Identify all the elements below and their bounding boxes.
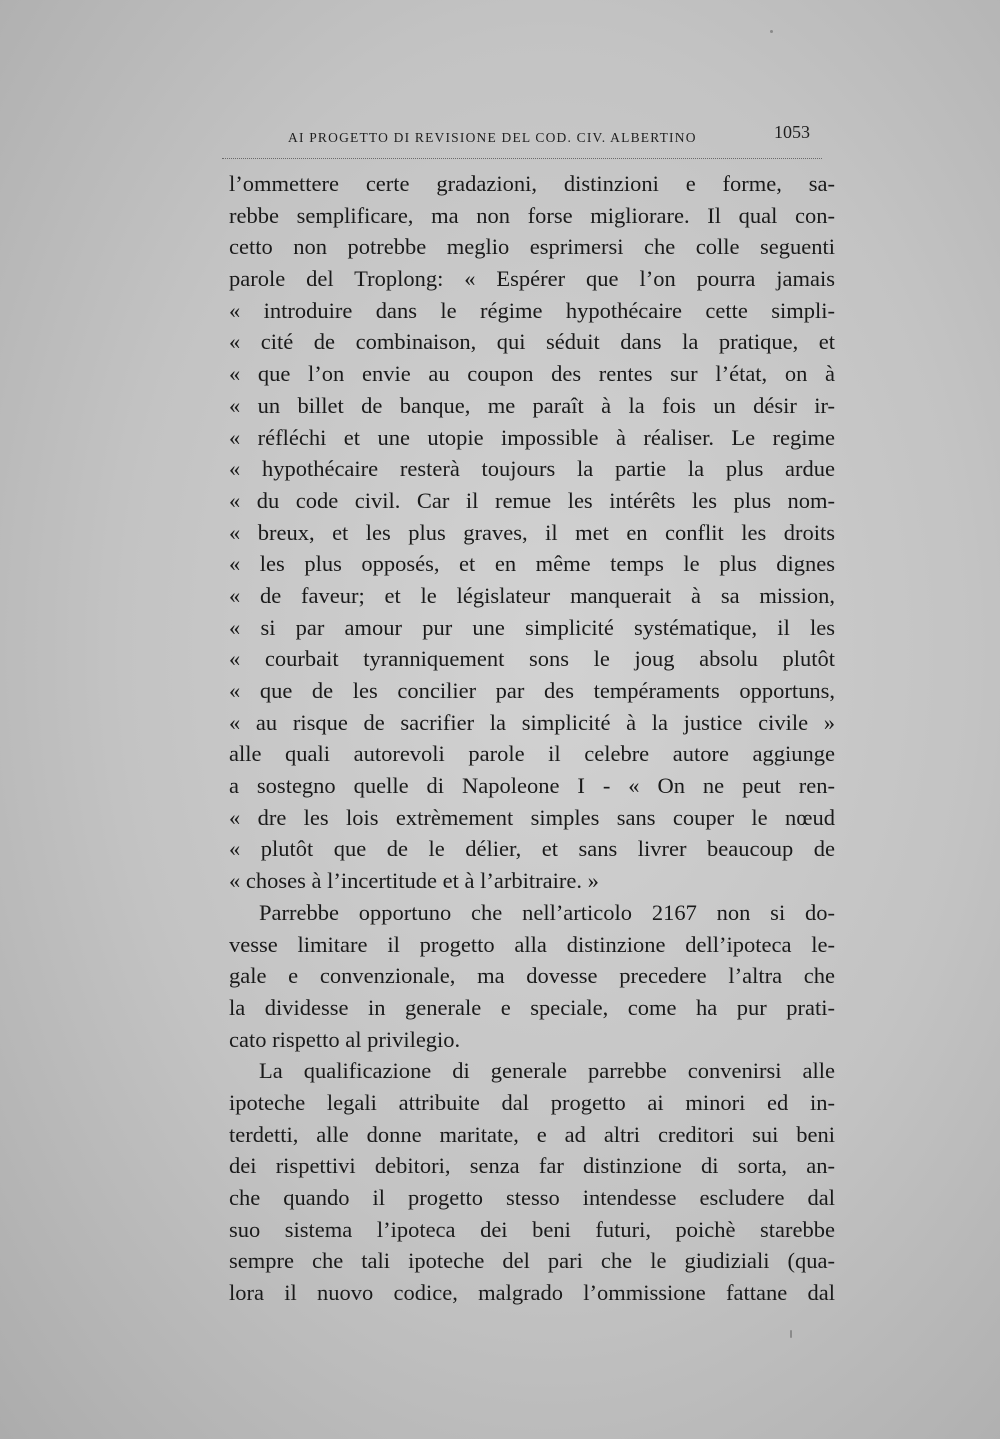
paragraph-first-line: Parrebbe opportuno che nell’articolo 2167 non si do- — [259, 899, 835, 925]
paper-speck — [790, 1330, 792, 1338]
text-line: « plutôt que de le délier, et sans livrer beaucoup de — [229, 836, 835, 862]
text-line: « breux, et les plus graves, il met en conflit les droits — [229, 519, 835, 545]
text-line: « un billet de banque, me paraît à la fois un désir ir- — [229, 392, 835, 418]
text-line: ipoteche legali attribuite dal progetto ai minori ed in- — [229, 1089, 835, 1115]
body-text — [229, 168, 835, 1309]
text-line: parole del Troplong: « Espérer que l’on pourra jamais — [229, 266, 835, 292]
text-line: lora il nuovo codice, malgrado l’ommissione fattane dal — [229, 1280, 835, 1306]
text-line: « que de les concilier par des tempéraments opportuns, — [229, 678, 835, 703]
text-line: « dre les lois extrèmement simples sans couper le nœud — [229, 804, 835, 830]
text-line: suo sistema l’ipoteca dei beni futuri, poichè starebbe — [229, 1216, 835, 1242]
text-line: « choses à l’incertitude et à l’arbitraire. » — [229, 868, 599, 894]
page-number: 1053 — [774, 122, 810, 142]
text-line: « si par amour pur une simplicité systématique, il les — [229, 614, 835, 640]
text-line: terdetti, alle donne maritate, e ad altri creditori sui beni — [229, 1121, 835, 1147]
text-line: dei rispettivi debitori, senza far distinzione di sorta, an- — [229, 1153, 835, 1179]
text-line: « hypothécaire resterà toujours la partie la plus ardue — [229, 456, 835, 482]
text-line: la dividesse in generale e speciale, come ha pur prati- — [229, 994, 835, 1020]
text-line: a sostegno quelle di Napoleone I - « On ne peut ren- — [229, 773, 835, 799]
text-line: cetto non potrebbe meglio esprimersi che colle seguenti — [229, 234, 835, 260]
text-line: sempre che tali ipoteche del pari che le giudiziali (qua- — [229, 1248, 835, 1274]
text-line: che quando il progetto stesso intendesse escludere dal — [229, 1185, 835, 1210]
text-line: « réfléchi et une utopie impossible à réaliser. Le regime — [229, 424, 835, 450]
text-line: « courbait tyranniquement sons le joug absolu plutôt — [229, 646, 835, 672]
text-line: « cité de combinaison, qui séduit dans la pratique, et — [229, 329, 835, 355]
text-line: « que l’on envie au coupon des rentes sur l’état, on à — [229, 361, 835, 387]
text-line: « les plus opposés, et en même temps le plus dignes — [229, 551, 835, 577]
text-line: cato rispetto al privilegio. — [229, 1026, 461, 1052]
text-line: « au risque de sacrifier la simplicité à la justice civile » — [229, 709, 835, 735]
text-line: rebbe semplificare, ma non forse migliorare. Il qual con- — [229, 202, 835, 228]
page-header — [222, 118, 822, 158]
text-line: « du code civil. Car il remue les intérêts les plus nom- — [229, 487, 835, 513]
header-rule — [222, 158, 822, 159]
paper-speck — [770, 30, 773, 33]
text-line: l’ommettere certe gradazioni, distinzioni e forme, sa- — [229, 171, 835, 196]
text-line: alle quali autorevoli parole il celebre autore aggiunge — [229, 741, 835, 767]
text-line: gale e convenzionale, ma dovesse precedere l’altra che — [229, 963, 835, 989]
text-line: « introduire dans le régime hypothécaire cette simpli- — [229, 297, 835, 323]
paragraph-first-line: La qualificazione di generale parrebbe convenirsi alle — [259, 1058, 835, 1084]
running-head: AI PROGETTO DI REVISIONE DEL COD. CIV. ALBERTINO — [288, 130, 697, 145]
text-line: « de faveur; et le législateur manquerait à sa mission, — [229, 582, 835, 608]
text-line: vesse limitare il progetto alla distinzione dell’ipoteca le- — [229, 931, 835, 957]
